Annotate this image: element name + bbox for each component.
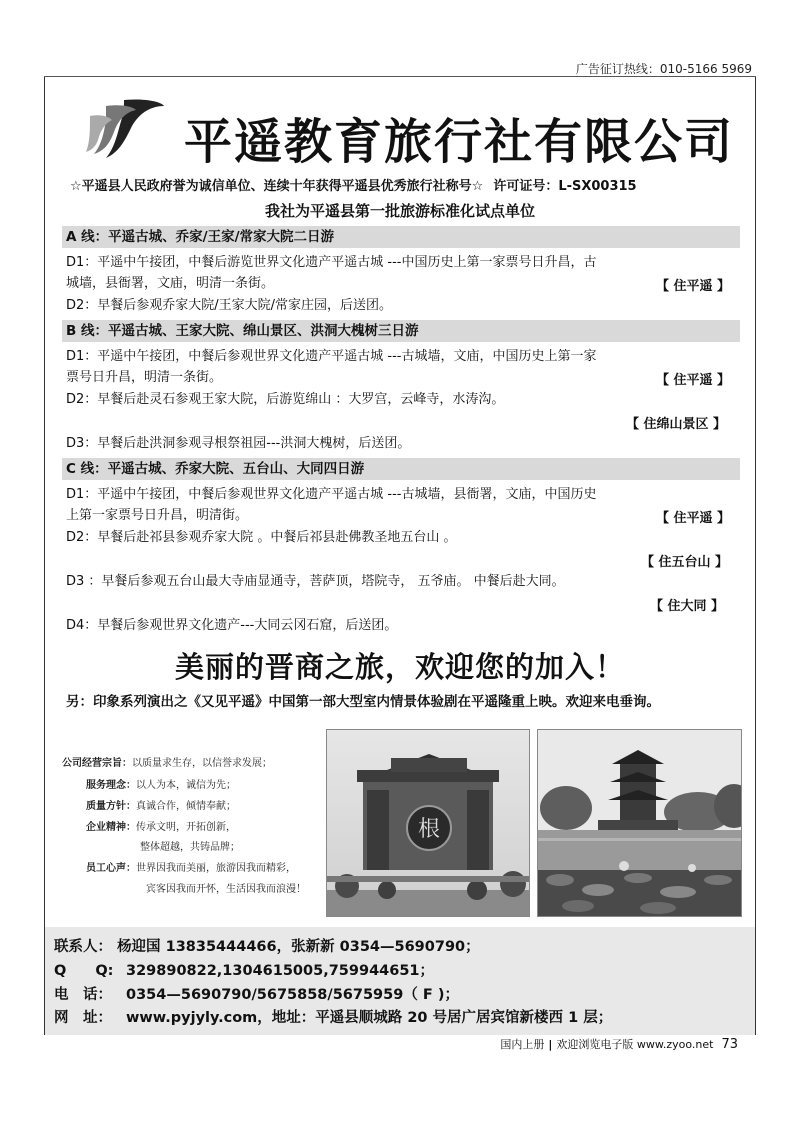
contact-qq: 329890822,1304615005,759944651； [126,963,435,979]
contact-person: 杨迎国 13835444466，张新新 0354—5690790； [117,939,480,955]
contact-phone: 0354—5690790/5675858/5675959（ F )； [126,987,459,1003]
photo-pagoda-lake [537,729,742,917]
contact-phone-label: 电 话： [54,987,112,1003]
values-row-spirit-2 [140,838,240,853]
contact-web-link[interactable]: www.pyjyly.com，地址：平遥县顺城路 20 号居广居宾馆新楼西 1 层； [126,1010,613,1026]
pagoda-photo-drawing [538,730,742,917]
values-text: 以人为本，诚信为先； [136,780,236,791]
route-a-stay-1: 【 住平遥 】 [656,279,731,294]
page-number: 73 [721,1037,738,1052]
values-text: 真诚合作，倾情奉献； [136,801,236,812]
contact-qq-label: Q Q: [54,963,114,979]
values-text: 以质量求生存，以信誉求发展； [132,758,272,769]
contact-web-row [54,1006,612,1027]
values-row-service [86,776,236,791]
company-name: 平遥教育旅行社有限公司 [184,114,735,170]
gate-photo-drawing [327,730,530,917]
route-c-d4: D4：早餐后参观世界文化遗产---大同云冈石窟，后送团。 [66,618,398,633]
route-b-stay-1: 【 住平遥 】 [656,373,731,388]
values-label: 质量方针： [86,801,136,812]
license-number: 许可证号：L-SX00315 [493,179,637,194]
values-text: 整体超越，共铸品牌； [140,842,240,853]
route-c-stay-3: 【 住大同 】 [650,599,725,614]
values-row-purpose [62,754,272,769]
values-label: 服务理念： [86,780,136,791]
contact-person-label: 联系人： [54,939,112,955]
values-row-voice-2 [146,880,306,895]
page-footer [500,1036,738,1052]
pilot-unit-subtitle: 我社为平遥县第一批旅游标准化试点单位 [264,202,535,220]
route-c-d1-line2: 上第一家票号日升昌，明清街。 [66,508,249,523]
route-c-d3: D3 ：早餐后参观五台山最大寺庙显通寺，菩萨顶，塔院寺， 五爷庙。 中餐后赴大同。 [66,574,565,589]
values-text: 传承文明，开拓创新， [136,822,236,833]
route-a-d1-line2: 城墙，县衙署，文庙，明清一条街。 [66,276,275,291]
route-b-d1-line2: 票号日升昌，明清一条街。 [66,370,223,385]
values-label: 员工心声： [86,863,136,874]
route-b-d2: D2：早餐后赴灵石参观王家大院，后游览绵山 ：大罗宫，云峰寺，水涛沟。 [66,392,505,407]
footer-separator: | [548,1038,553,1051]
contact-person-row [54,935,480,956]
values-text: 宾客因我而开怀，生活因我而浪漫！ [146,884,306,895]
contact-web-label: 网 址： [54,1010,112,1026]
route-c-title: C 线：平遥古城、乔家大院、五台山、大同四日游 [62,458,740,480]
honor-line [70,175,637,194]
gate-plaque-text: 根 [417,817,441,842]
route-a-d1-line1: D1：平遥中午接团，中餐后游览世界文化遗产平遥古城 ---中国历史上第一家票号日升昌，古 [66,255,597,270]
values-text: 世界因我而美丽，旅游因我而精彩， [136,863,296,874]
route-b-stay-2: 【 住绵山景区 】 [626,417,727,432]
route-a-title: A 线：平遥古城、乔家/王家/常家大院二日游 [62,226,740,248]
route-b-title: B 线：平遥古城、王家大院、绵山景区、洪洞大槐树三日游 [62,320,740,342]
values-row-spirit [86,818,236,833]
contact-qq-row [54,959,434,980]
photo-ancestral-gate [326,729,530,917]
honor-text: ☆平遥县人民政府誉为诚信单位、连续十年获得平遥县优秀旅行社称号☆ [70,179,484,194]
values-label: 公司经营宗旨： [62,758,132,769]
values-label: 企业精神： [86,822,136,833]
show-announcement: 另：印象系列演出之《又见平遥》中国第一部大型室内情景体验剧在平遥隆重上映。欢迎来电垂询。 [66,694,660,710]
route-c-d2: D2：早餐后赴祁县参观乔家大院 。中餐后祁县赴佛教圣地五台山 。 [66,530,457,545]
route-b-d3: D3：早餐后赴洪洞参观寻根祭祖园---洪洞大槐树，后送团。 [66,436,411,451]
footer-section: 国内上册 [500,1038,545,1051]
route-c-stay-1: 【 住平遥 】 [656,511,731,526]
route-c-stay-2: 【 住五台山 】 [641,555,729,570]
route-a-d2: D2：早餐后参观乔家大院/王家大院/常家庄园，后送团。 [66,298,393,313]
slogan: 美丽的晋商之旅，欢迎您的加入！ [174,650,625,684]
company-logo-icon [84,96,166,162]
contact-phone-row [54,983,459,1004]
route-b-d1-line1: D1：平遥中午接团，中餐后参观世界文化遗产平遥古城 ---古城墙，文庙，中国历史上第一家 [66,349,597,364]
route-c-d1-line1: D1：平遥中午接团，中餐后参观世界文化遗产平遥古城 ---古城墙，县衙署，文庙，中国历史 [66,487,597,502]
values-row-quality [86,797,236,812]
values-row-voice [86,859,296,874]
ad-hotline: 广告征订热线：010-5166 5969 [575,62,752,76]
footer-website[interactable]: 欢迎浏览电子版 www.zyoo.net [556,1038,714,1051]
